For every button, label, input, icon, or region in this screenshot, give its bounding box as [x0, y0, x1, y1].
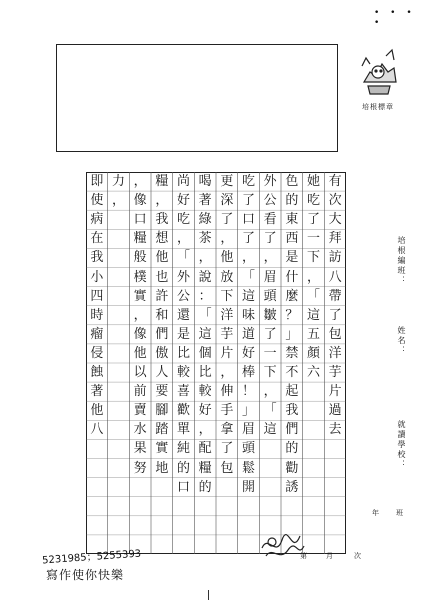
essay-char: 腳 [155, 403, 169, 419]
essay-char: 洋 [220, 307, 234, 323]
essay-char: 眉 [241, 422, 255, 438]
essay-grid [86, 172, 346, 554]
essay-char: 看 [263, 212, 277, 228]
essay-char: 像 [133, 326, 147, 342]
essay-char: 「 [176, 250, 190, 266]
essay-char: 芋 [220, 326, 234, 342]
essay-char: 麼 [285, 288, 299, 304]
essay-char: ， [198, 422, 212, 438]
footer-times: 次 [354, 552, 361, 560]
essay-char: ， [133, 174, 147, 190]
essay-char: 他 [155, 250, 169, 266]
essay-char: 口 [133, 212, 147, 228]
essay-char: 放 [220, 269, 234, 285]
essay-char: 更 [220, 174, 234, 190]
essay-char: 茶 [198, 231, 212, 247]
essay-char: 般 [133, 250, 147, 266]
essay-char: 禁 [285, 345, 299, 361]
name-scribble [258, 528, 306, 562]
footer-class: 班 [396, 509, 403, 517]
essay-char: 手 [220, 403, 234, 419]
essay-char: 起 [285, 384, 299, 400]
essay-char: 顏 [306, 345, 320, 361]
essay-char: 眉 [263, 269, 277, 285]
essay-char: 公 [176, 288, 190, 304]
essay-char: 「 [306, 288, 320, 304]
essay-char: 吃 [176, 212, 190, 228]
essay-char: 這 [241, 288, 255, 304]
stamp-label: 培根標章 [362, 103, 394, 111]
essay-char: ， [111, 193, 125, 209]
essay-char: 了 [328, 307, 342, 323]
essay-char: 勸 [285, 460, 299, 476]
essay-char: 小 [90, 269, 104, 285]
essay-char: 喜 [176, 384, 190, 400]
essay-char: ， [263, 250, 277, 266]
essay-char: 道 [241, 326, 255, 342]
essay-char: 踏 [155, 422, 169, 438]
side-label-class: 培根編班： [397, 236, 406, 286]
essay-char: 蝕 [90, 365, 104, 381]
essay-char: 片 [220, 345, 234, 361]
essay-char: 頭 [241, 441, 255, 457]
essay-char: 東 [285, 212, 299, 228]
essay-char: 這 [306, 307, 320, 323]
essay-char: 侵 [90, 345, 104, 361]
essay-char: 鬆 [241, 460, 255, 476]
essay-char: 像 [133, 193, 147, 209]
essay-char: 帶 [328, 288, 342, 304]
essay-char: 力 [111, 174, 125, 190]
essay-char: 較 [198, 384, 212, 400]
essay-char: 努 [133, 460, 147, 476]
essay-char: ， [198, 250, 212, 266]
essay-char: 瘤 [90, 326, 104, 342]
essay-char: 八 [90, 422, 104, 438]
essay-char: ， [263, 384, 277, 400]
essay-char: 的 [285, 441, 299, 457]
essay-char: 五 [306, 326, 320, 342]
footer-page-no: 第 [300, 552, 307, 560]
essay-char: 洋 [328, 345, 342, 361]
essay-char: 吃 [306, 193, 320, 209]
essay-char: 病 [90, 212, 104, 228]
essay-char: 「 [263, 403, 277, 419]
essay-char: 單 [176, 422, 190, 438]
essay-char: 我 [155, 212, 169, 228]
essay-char: 不 [285, 365, 299, 381]
side-label-school: 就讀學校： [397, 420, 406, 470]
essay-char: 實 [133, 288, 147, 304]
essay-char: 要 [155, 384, 169, 400]
binding-mark [208, 590, 209, 600]
essay-char: 糧 [155, 174, 169, 190]
essay-char: 人 [155, 365, 169, 381]
essay-char: ： [198, 288, 212, 304]
essay-char: 喝 [198, 174, 212, 190]
essay-char: 的 [285, 193, 299, 209]
essay-char: ， [176, 231, 190, 247]
essay-char: 口 [176, 479, 190, 495]
essay-char: 了 [241, 231, 255, 247]
essay-char: 誘 [285, 479, 299, 495]
essay-char: 果 [133, 441, 147, 457]
essay-char: ， [306, 269, 320, 285]
essay-char: 賣 [133, 403, 147, 419]
essay-char: 歡 [176, 403, 190, 419]
essay-char: 去 [328, 422, 342, 438]
essay-char: 糧 [198, 460, 212, 476]
essay-char: 還 [176, 307, 190, 323]
essay-char: 外 [263, 174, 277, 190]
essay-char: 過 [328, 403, 342, 419]
essay-char: 個 [198, 345, 212, 361]
essay-char: 時 [90, 307, 104, 323]
essay-char: 和 [155, 307, 169, 323]
essay-char: 下 [306, 250, 320, 266]
essay-char: 六 [306, 365, 320, 381]
essay-char: 較 [176, 365, 190, 381]
essay-char: ？ [285, 307, 299, 323]
essay-char: 了 [306, 212, 320, 228]
essay-char: ， [220, 231, 234, 247]
essay-char: 四 [90, 288, 104, 304]
essay-char: 公 [263, 193, 277, 209]
essay-char: ， [155, 193, 169, 209]
essay-char: 實 [155, 441, 169, 457]
essay-char: 糧 [133, 231, 147, 247]
essay-char: 綠 [198, 212, 212, 228]
essay-char: 頭 [263, 288, 277, 304]
essay-char: 下 [263, 365, 277, 381]
essay-char: 著 [90, 384, 104, 400]
stamp-box [56, 44, 338, 152]
essay-char: ， [241, 250, 255, 266]
essay-char: 前 [133, 384, 147, 400]
student-numbers: 5231985；5255393 [41, 548, 142, 567]
essay-char: 的 [176, 460, 190, 476]
stamp-mascot-icon [356, 42, 402, 102]
essay-char: 深 [220, 193, 234, 209]
footer-grade: 年 [372, 509, 379, 517]
essay-char: 」 [285, 326, 299, 342]
essay-char: 包 [328, 326, 342, 342]
essay-char: 比 [176, 345, 190, 361]
essay-char: 下 [220, 288, 234, 304]
essay-char: 了 [263, 231, 277, 247]
essay-char: 」 [241, 403, 255, 419]
essay-char: 這 [198, 326, 212, 342]
essay-char: 他 [133, 345, 147, 361]
essay-char: 了 [220, 212, 234, 228]
essay-char: 片 [328, 384, 342, 400]
footer-month: 月 [326, 552, 333, 560]
essay-char: 許 [155, 288, 169, 304]
essay-char: 訪 [328, 250, 342, 266]
essay-char: 開 [241, 479, 255, 495]
essay-char: 皺 [263, 307, 277, 323]
essay-char: 這 [263, 422, 277, 438]
essay-char: 吃 [241, 174, 255, 190]
essay-char: 們 [155, 326, 169, 342]
essay-char: 伸 [220, 384, 234, 400]
essay-char: 什 [285, 269, 299, 285]
essay-char: 好 [198, 403, 212, 419]
essay-char: 她 [306, 174, 320, 190]
essay-char: 棒 [241, 365, 255, 381]
essay-char: 純 [176, 441, 190, 457]
essay-char: 是 [176, 326, 190, 342]
essay-char: 配 [198, 441, 212, 457]
essay-char: 我 [285, 403, 299, 419]
essay-char: 的 [198, 479, 212, 495]
essay-char: 他 [220, 250, 234, 266]
corner-marks: • • • • [374, 8, 416, 28]
essay-char: 尚 [176, 174, 190, 190]
essay-char: 傲 [155, 345, 169, 361]
essay-char: ！ [241, 384, 255, 400]
essay-char: 也 [155, 269, 169, 285]
essay-char: 了 [220, 441, 234, 457]
essay-char: 了 [241, 193, 255, 209]
essay-char: 我 [90, 250, 104, 266]
essay-char: 拜 [328, 231, 342, 247]
essay-char: 色 [285, 174, 299, 190]
essay-char: 芋 [328, 365, 342, 381]
essay-char: 想 [155, 231, 169, 247]
essay-char: 在 [90, 231, 104, 247]
slogan: 寫作使你快樂 [46, 568, 125, 582]
essay-char: 西 [285, 231, 299, 247]
essay-char: 「 [241, 269, 255, 285]
essay-char: 說 [198, 269, 212, 285]
essay-char: 們 [285, 422, 299, 438]
essay-char: 口 [241, 212, 255, 228]
essay-char: 八 [328, 269, 342, 285]
essay-char: 著 [198, 193, 212, 209]
essay-char: 拿 [220, 422, 234, 438]
essay-char: 外 [176, 269, 190, 285]
essay-char: 次 [328, 193, 342, 209]
essay-char: 使 [90, 193, 104, 209]
essay-char: 大 [328, 212, 342, 228]
essay-char: ， [133, 307, 147, 323]
essay-char: 是 [285, 250, 299, 266]
essay-char: 即 [90, 174, 104, 190]
essay-char: 樸 [133, 269, 147, 285]
side-label-name: 姓名： [397, 326, 406, 356]
essay-char: 包 [220, 460, 234, 476]
essay-char: 比 [198, 365, 212, 381]
essay-char: 水 [133, 422, 147, 438]
essay-char: 有 [328, 174, 342, 190]
essay-char: 好 [241, 345, 255, 361]
essay-char: 他 [90, 403, 104, 419]
essay-char: 地 [155, 460, 169, 476]
essay-char: 好 [176, 193, 190, 209]
essay-char: 一 [306, 231, 320, 247]
essay-char: 「 [198, 307, 212, 323]
essay-char: 以 [133, 365, 147, 381]
essay-char: 味 [241, 307, 255, 323]
essay-char: ， [220, 365, 234, 381]
essay-char: 一 [263, 345, 277, 361]
essay-char: 了 [263, 326, 277, 342]
essay-text [86, 172, 346, 554]
